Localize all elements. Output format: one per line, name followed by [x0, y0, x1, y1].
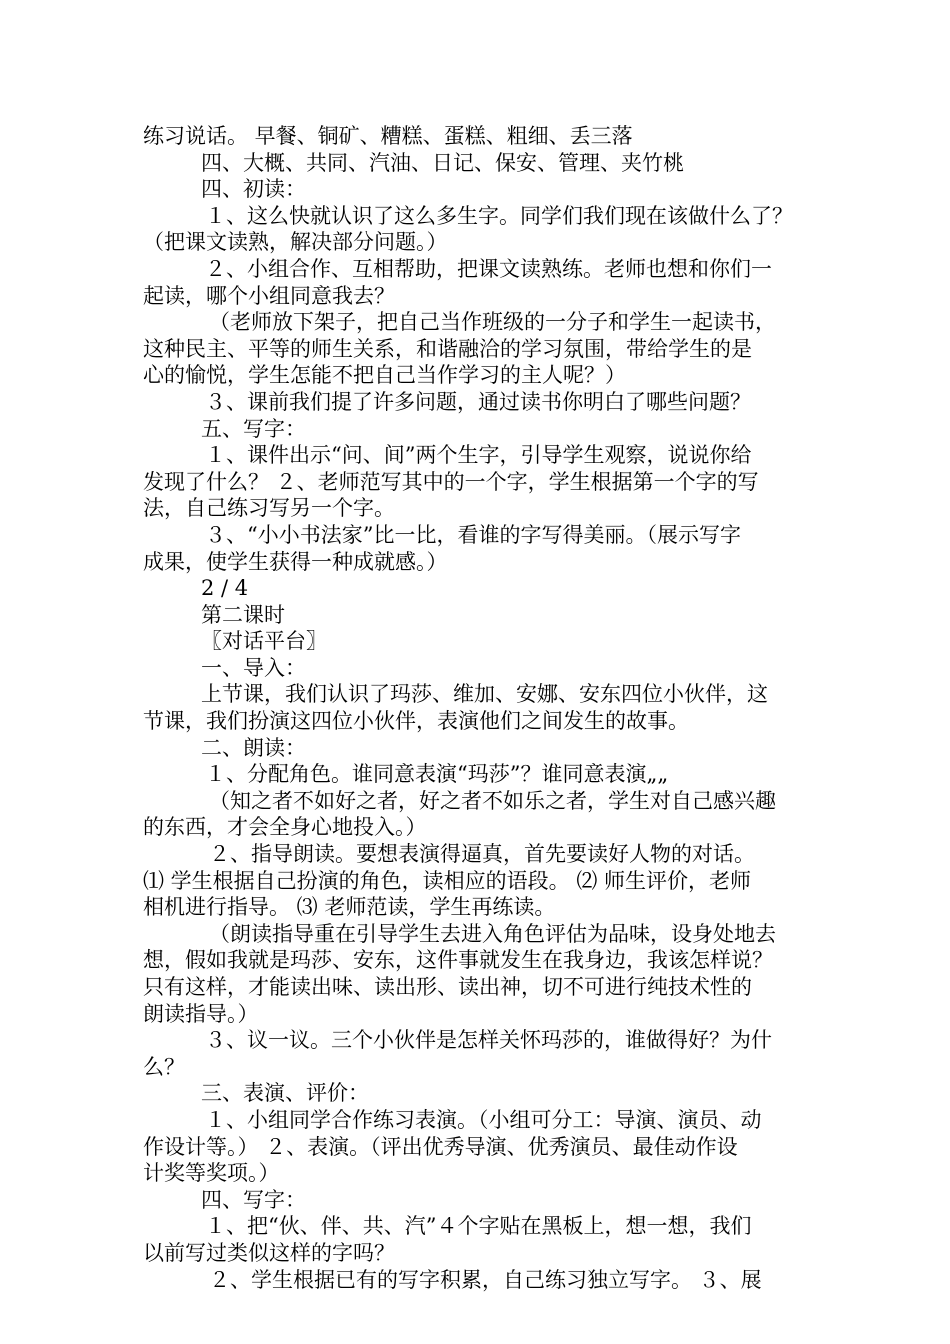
- text-line: 〖对话平台〗: [201, 629, 327, 654]
- text-line: 想，假如我就是玛莎、安东，这件事就发生在我身边，我该怎样说？: [143, 948, 773, 973]
- text-line: 的东西，才会全身心地投入。）: [143, 815, 427, 840]
- text-line: 四、初读：: [201, 177, 306, 202]
- text-line: 2 / 4: [201, 576, 249, 601]
- text-line: 上节课，我们认识了玛莎、维加、安娜、安东四位小伙伴，这: [201, 682, 768, 707]
- text-line: 四、大概、共同、汽油、日记、保安、管理、夹竹桃: [201, 150, 684, 175]
- text-line: 法，自己练习写另一个字。: [143, 496, 395, 521]
- text-line: ３、“小小书法家”比一比，看谁的字写得美丽。（展示写字: [205, 522, 741, 547]
- text-line: ２、小组合作、互相帮助，把课文读熟练。老师也想和你们一: [205, 256, 772, 281]
- text-line: 三、表演、评价：: [201, 1081, 369, 1106]
- text-line: 计奖等奖项。）: [143, 1161, 280, 1186]
- text-line: （朗读指导重在引导学生去进入角色评估为品味，设身处地去: [209, 921, 776, 946]
- text-line: （把课文读熟，解决部分问题。）: [143, 230, 448, 255]
- text-line: 以前写过类似这样的字吗？: [143, 1240, 395, 1265]
- text-line: １、这么快就认识了这么多生字。同学们我们现在该做什么了？: [205, 203, 793, 228]
- text-line: 起读，哪个小组同意我去？: [143, 283, 395, 308]
- text-line: 五、写字：: [201, 416, 306, 441]
- text-line: 二、朗读：: [201, 735, 306, 760]
- text-line: 成果，使学生获得一种成就感。）: [143, 549, 448, 574]
- text-line: １、把“伙、伴、共、汽”４个字贴在黑板上，想一想，我们: [205, 1214, 752, 1239]
- text-line: ３、课前我们提了许多问题，通过读书你明白了哪些问题？: [205, 389, 751, 414]
- text-line: １、课件出示“问、间”两个生字，引导学生观察，说说你给: [205, 443, 752, 468]
- text-line: 一、导入：: [201, 655, 306, 680]
- text-line: １、小组同学合作练习表演。（小组可分工：导演、演员、动: [205, 1107, 762, 1132]
- text-line: （老师放下架子，把自己当作班级的一分子和学生一起读书，: [209, 310, 776, 335]
- text-line: 作设计等。） ２、表演。（评出优秀导演、优秀演员、最佳动作设: [143, 1134, 738, 1159]
- text-line: 练习说话。 早餐、铜矿、糟糕、蛋糕、粗细、丢三落: [143, 124, 633, 148]
- text-line: ⑴ 学生根据自己扮演的角色，读相应的语段。 ⑵ 师生评价，老师: [143, 868, 752, 893]
- text-line: 只有这样，才能读出味、读出形、读出神，切不可进行纯技术性的: [143, 975, 752, 999]
- text-line: １、分配角色。谁同意表演“玛莎”？谁同意表演„„: [205, 762, 669, 787]
- text-line: 发现了什么？ ２、老师范写其中的一个字，学生根据第一个字的写: [143, 469, 759, 494]
- text-line: （知之者不如好之者，好之者不如乐之者，学生对自己感兴趣: [209, 788, 776, 813]
- document-body: [143, 123, 823, 1293]
- text-line: 第二课时: [201, 602, 285, 627]
- text-line: 朗读指导。）: [143, 1001, 259, 1026]
- text-line: ２、学生根据已有的写字积累，自己练习独立写字。 ３、展: [209, 1267, 762, 1292]
- text-line: 心的愉悦，学生怎能不把自己当作学习的主人呢？）: [143, 363, 626, 388]
- text-line: 节课，我们扮演这四位小伙伴，表演他们之间发生的故事。: [143, 709, 689, 734]
- text-line: 相机进行指导。 ⑶ 老师范读，学生再练读。: [143, 895, 556, 920]
- text-line: ３、议一议。三个小伙伴是怎样关怀玛莎的，谁做得好？为什: [205, 1028, 772, 1053]
- text-line: ２、指导朗读。要想表演得逼真，首先要读好人物的对话。: [209, 842, 755, 867]
- text-line: 四、写字：: [201, 1187, 306, 1212]
- text-line: 这种民主、平等的师生关系，和谐融洽的学习氛围，带给学生的是: [143, 336, 752, 361]
- text-line: 么？: [143, 1054, 185, 1079]
